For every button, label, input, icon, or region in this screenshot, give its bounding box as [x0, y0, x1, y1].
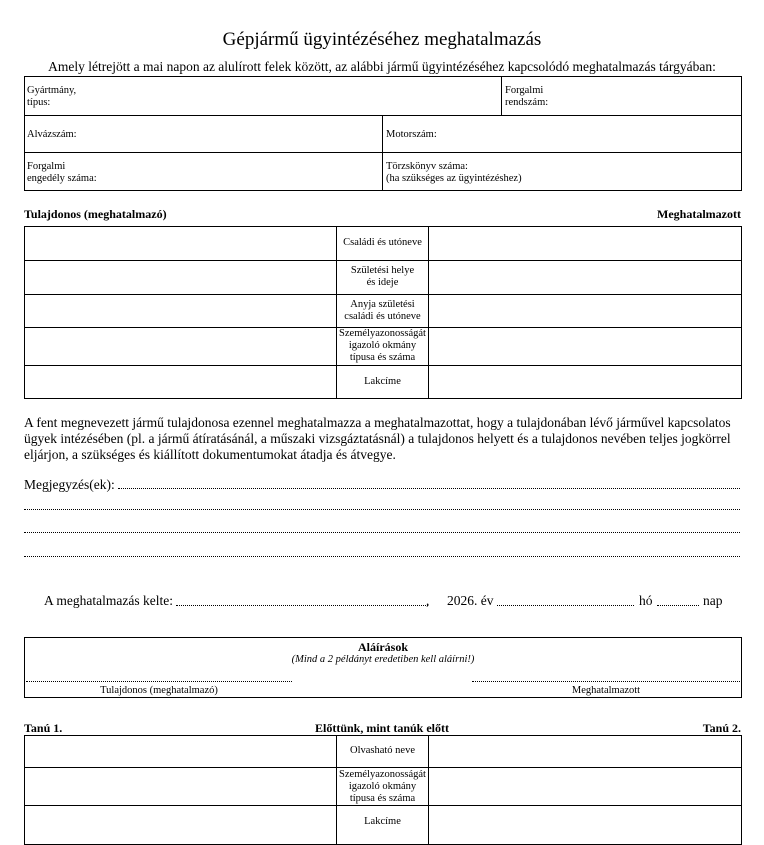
owner-address-input[interactable] [25, 366, 335, 399]
row-label-line: Családi és utóneve [343, 237, 422, 248]
year-label: 2026. év [447, 593, 494, 608]
owner-birth-input[interactable] [25, 261, 335, 294]
witness-row-label-id [337, 769, 428, 805]
row-label-address [337, 376, 428, 388]
date-label: A meghatalmazás kelte: [44, 593, 173, 608]
row-label-line: igazoló okmány [348, 781, 417, 792]
row-label-line: Születési helye [350, 265, 415, 276]
row-label-line: Lakcíme [364, 816, 401, 827]
witness1-heading: Tanú 1. [24, 721, 63, 735]
row-label-mother [337, 299, 428, 323]
intro-text: Amely létrejött a mai napon az alulírott felek között, az alábbi jármű ügyintézéséhez kapcsolódó meghatalmazás tárgyában: [48, 59, 716, 74]
day-field[interactable] [657, 605, 699, 606]
row-label-id [337, 328, 428, 364]
row-label-birth [337, 265, 428, 289]
chassis-label: Alvázszám: [27, 129, 77, 140]
agent-address-input[interactable] [429, 366, 741, 399]
owner-mother-input[interactable] [25, 295, 335, 327]
witness1-name-input[interactable] [25, 736, 335, 767]
witness2-address-input[interactable] [429, 806, 741, 839]
witness-row-label-address [337, 816, 428, 828]
agent-mother-input[interactable] [429, 295, 741, 327]
make-type-label: Gyártmány, [27, 85, 77, 96]
logbook-label: Törzskönyv száma: [386, 161, 468, 172]
row-label-line: Lakcíme [364, 376, 401, 387]
day-label: nap [703, 593, 723, 608]
form-page: Gépjármű ügyintézéséhez meghatalmazás Amely létrejött a mai napon az alulírott felek között, az alábbi jármű ügyintézéséhez kapcsolódó meghatalmazás tárgyában: Gyártmány, típus: Forgalmi rendszám: Alvázszám: Motorszám: Forgalmi engedély száma: Törzskönyv száma: (ha szükséges az ügyintézéshez) Tulajdonos (meghatalmazó) Meghatalmazott Családi és utóneve Születési helye és ideje Anyja születési családi és utóneve Személyazonosságát igazoló okmány típusa és száma Lakcíme A fent megnevezett jármű tulajdonosa ezennel meghatalmazza a meghatalmazottat, hogy a tulajdonában lévő járművel kapcsolatos ügyek intézésében (pl. a jármű átíratásánál, a műszaki vizsgáztatásnál) a tulajdonos helyett és a tulajdonos nevében teljes jogkörrel eljárjon, a szükséges és kiállított dokumentumokat átadja és átvegye. Megjegyzés(ek): A meghatalmazás kelte: , 2026. év hó nap Aláírások (Mind a 2 példányt eredetiben kell aláírni!) Tulajdonos (meghatalmazó) Meghatalmazott Tanú 1. Előttünk, mint tanúk előtt Tanú 2. Olvasható neve Személyazonosságát igazoló okmány típusa és száma Lakcíme [0, 0, 764, 839]
agent-heading: Meghatalmazott [657, 207, 741, 221]
owner-heading: Tulajdonos (meghatalmazó) [24, 207, 167, 221]
make-type-label: típus: [27, 97, 51, 108]
row-label-line: igazoló okmány [348, 340, 417, 351]
agent-id-input[interactable] [429, 328, 741, 365]
authorization-text: A fent megnevezett jármű tulajdonosa ezennel meghatalmazza a meghatalmazottat, hogy a tulajdonában lévő járművel kapcsolatos ügyek intézésében (pl. a jármű átíratásánál, a műszaki vizsgáztatásnál) a tulajdonos helyett és a tulajdonos nevében teljes jogkörrel eljárjon, a szükséges és kiállított dokumentumokat átadja és átvegye. [24, 415, 731, 462]
logbook-label: (ha szükséges az ügyintézéshez) [386, 173, 522, 184]
vehicle-row-divider [24, 115, 742, 116]
month-field[interactable] [497, 605, 634, 606]
row-label-line: Személyazonosságát [339, 769, 426, 780]
notes-line[interactable] [24, 509, 740, 510]
vehicle-col-divider [382, 115, 383, 191]
date-place-field[interactable] [176, 605, 428, 606]
row-label-line: Anyja születési [350, 299, 415, 310]
witness-row-label-name [337, 745, 428, 757]
registration-field[interactable] [27, 161, 97, 185]
engine-field[interactable] [386, 129, 437, 141]
notes-line[interactable] [118, 488, 740, 489]
owner-id-input[interactable] [25, 328, 335, 365]
plate-field[interactable] [505, 85, 548, 109]
witness2-name-input[interactable] [429, 736, 741, 767]
vehicle-row-divider [24, 152, 742, 153]
witness1-id-input[interactable] [25, 768, 335, 805]
plate-label: rendszám: [505, 97, 549, 108]
notes-line[interactable] [24, 532, 740, 533]
agent-name-input[interactable] [429, 227, 741, 260]
row-label-name [337, 237, 428, 249]
row-label-line: Olvasható neve [349, 745, 416, 756]
registration-label: Forgalmi [27, 161, 66, 172]
vehicle-col-divider [501, 76, 502, 115]
agent-signature-label: Meghatalmazott [571, 685, 641, 696]
owner-signature-line[interactable] [26, 681, 292, 682]
signatures-subtitle: (Mind a 2 példányt eredetiben kell aláírni!) [291, 654, 475, 665]
row-label-line: típusa és száma [349, 352, 416, 363]
plate-label: Forgalmi [505, 85, 544, 96]
row-label-line: és ideje [366, 277, 399, 288]
notes-label: Megjegyzés(ek): [24, 477, 115, 492]
agent-signature-line[interactable] [472, 681, 740, 682]
witness-center-heading: Előttünk, mint tanúk előtt [314, 721, 450, 735]
row-label-line: családi és utóneve [344, 311, 421, 322]
document-title: Gépjármű ügyintézéséhez meghatalmazás [222, 29, 542, 50]
row-label-line: típusa és száma [349, 793, 416, 804]
row-label-line: Személyazonosságát [339, 328, 426, 339]
owner-name-input[interactable] [25, 227, 335, 260]
notes-line[interactable] [24, 556, 740, 557]
logbook-field[interactable] [386, 161, 522, 185]
chassis-field[interactable] [27, 129, 77, 141]
witness1-address-input[interactable] [25, 806, 335, 839]
witness2-heading: Tanú 2. [702, 721, 741, 735]
make-type-field[interactable] [27, 85, 76, 109]
witness2-id-input[interactable] [429, 768, 741, 805]
vehicle-table [24, 76, 742, 191]
signatures-title: Aláírások [357, 640, 408, 654]
month-label: hó [639, 593, 653, 608]
registration-label: engedély száma: [27, 173, 97, 184]
engine-label: Motorszám: [386, 129, 437, 140]
agent-birth-input[interactable] [429, 261, 741, 294]
owner-signature-label: Tulajdonos (meghatalmazó) [100, 685, 218, 696]
